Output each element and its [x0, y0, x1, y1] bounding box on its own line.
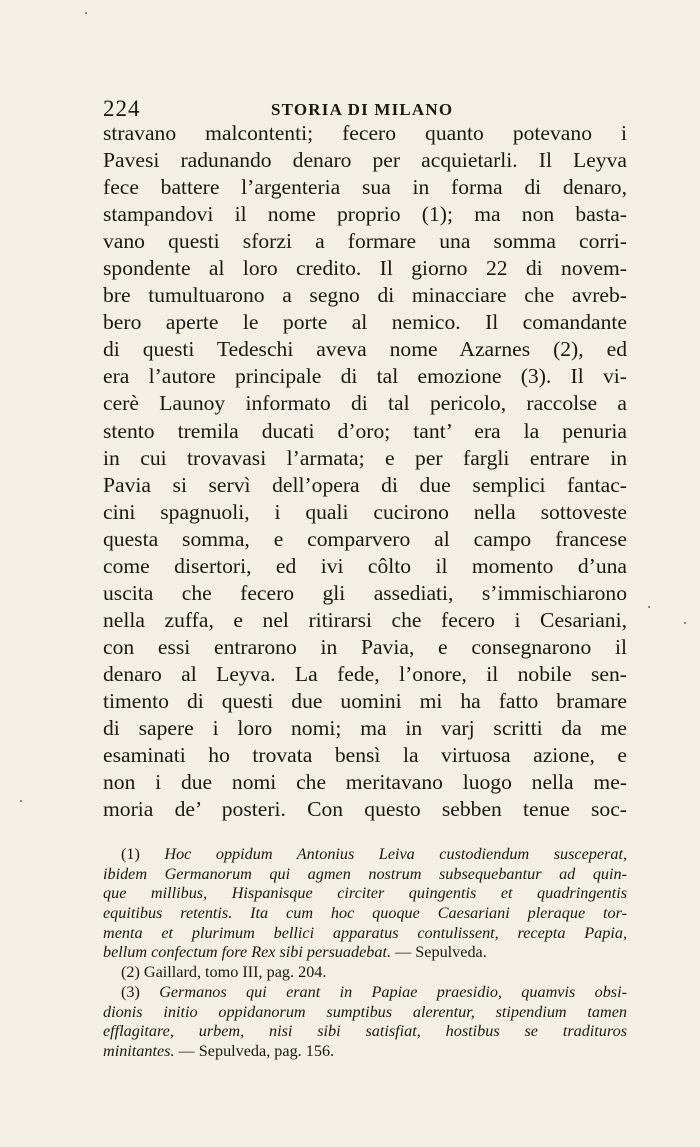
footnote-text: efflagitare, urbem, nisi sibi satisfiat, hostibus se tradituros: [103, 1022, 627, 1041]
page-number: 224: [103, 96, 141, 121]
footnote-marker: (3): [121, 982, 140, 1001]
text-line: moria de’ posteri. Con questo sebben tenue soc-: [103, 797, 627, 822]
text-line: nella zuffa, e nel ritirarsi che fecero i Cesariani,: [103, 607, 627, 632]
footnote-text: Germanos qui erant in Papiae praesidio, quamvis obsi-: [159, 982, 627, 1001]
text-line: Pavesi radunando denaro per acquietarli. Il Leyva: [103, 148, 627, 173]
footnotes: [103, 845, 627, 1062]
text-line: Pavia si servì dell’opera di due semplici fantac-: [103, 472, 627, 497]
paper-speck: [648, 606, 650, 608]
text-line: cini spagnuoli, i quali cucirono nella sottoveste: [103, 499, 627, 524]
text-line: di sapere i loro nomi; ma in varj scritti da me: [103, 716, 627, 741]
text-line: esaminati ho trovata bensì la virtuosa azione, e: [103, 743, 627, 768]
footnote-text: equitibus retentis. Ita cum hoc quoque Caesariani pleraque tor-: [103, 904, 627, 923]
main-text: [103, 120, 627, 823]
footnote-text-italic: minitantes.: [103, 1041, 175, 1060]
text-line: come disertori, ed ivi côlto il momento d’una: [103, 553, 627, 578]
text-line: vano questi sforzi a formare una somma corri-: [103, 229, 627, 254]
footnote-text-italic: bellum confectum fore Rex sibi persuadebat.: [103, 943, 392, 962]
footnote-marker: (1): [121, 845, 140, 863]
footnote-text: [103, 943, 627, 963]
paper-speck: [20, 800, 22, 802]
text-line: in cui trovavasi l’armata; e per fargli entrare in: [103, 445, 627, 470]
footnote-text: dionis initio oppidanorum sumptibus alerentur, stipendium tamen: [103, 1002, 627, 1021]
text-line: era l’autore principale di tal emozione (3). Il vi-: [103, 364, 627, 389]
text-line: questa somma, e comparvero al campo francese: [103, 526, 627, 551]
text-line: non i due nomi che meritavano luogo nella me-: [103, 770, 627, 795]
text-line: spondente al loro credito. Il giorno 22 di novem-: [103, 256, 627, 281]
footnote-source: — Sepulveda, pag. 156.: [174, 1041, 335, 1060]
text-line: stampandovi il nome proprio (1); ma non basta-: [103, 202, 627, 227]
footnote-text: [103, 1042, 627, 1062]
text-line: timento di questi due uomini mi ha fatto bramare: [103, 688, 627, 713]
footnote-1: [103, 845, 627, 865]
text-line: bre tumultuarono a segno di minacciare che avreb-: [103, 283, 627, 308]
text-line: uscita che fecero gli assediati, s’immischiarono: [103, 580, 627, 605]
text-line: fece battere l’argenteria sua in forma di denaro,: [103, 175, 627, 200]
footnote-3: [103, 983, 627, 1003]
text-line: stento tremila ducati d’oro; tant’ era la penuria: [103, 418, 627, 443]
running-title: STORIA DI MILANO: [271, 100, 454, 119]
paper-speck: [85, 12, 87, 14]
footnote-text: Hoc oppidum Antonius Leiva custodiendum susceperat,: [164, 845, 627, 863]
text-line: di questi Tedeschi aveva nome Azarnes (2), ed: [103, 337, 627, 362]
text-line: denaro al Leyva. La fede, l’onore, il nobile sen-: [103, 661, 627, 686]
paper-speck: [684, 622, 686, 624]
footnote-2: (2) Gaillard, tomo III, pag. 204.: [121, 963, 327, 982]
text-line: stravano malcontenti; fecero quanto potevano i: [103, 121, 627, 145]
footnote-text: que millibus, Hispanisque circiter quingentis et quadringentis: [103, 884, 627, 903]
footnote-text: ibidem Germanorum qui agmen nostrum subsequebantur ad quin-: [103, 864, 627, 883]
footnote-source: — Sepulveda.: [391, 943, 487, 962]
footnote-text: menta et plurimum bellici apparatus contulissent, recepta Papia,: [103, 923, 627, 942]
text-line: con essi entrarono in Pavia, e consegnarono il: [103, 634, 627, 659]
text-line: cerè Launoy informato di tal pericolo, raccolse a: [103, 391, 627, 416]
text-line: bero aperte le porte al nemico. Il comandante: [103, 310, 627, 335]
